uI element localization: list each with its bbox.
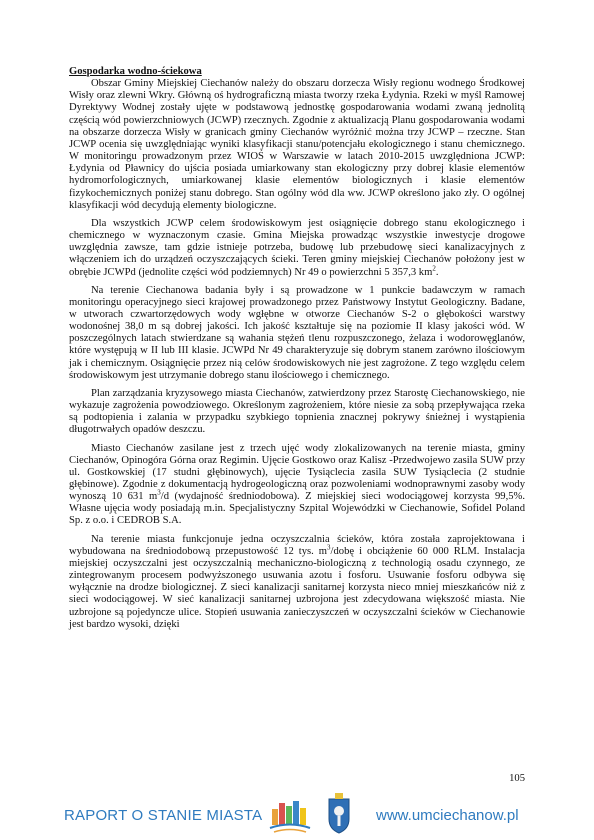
paragraph-text: Na terenie miasta funkcjonuje jedna oczyszczalnia ścieków, która została zaprojektowana i wybudowana na średniodobową przepustowość 12 tys. m: [69, 533, 525, 557]
paragraph-text: /dobę i obciążenie 60 000 RLM. Instalacja miejskiej oczyszczalni jest oczyszczalnią mechaniczno-biologiczną z technologią osadu czynnego, ze zintegrowanym procesem podwyższonego usuwania azotu i fosforu. Usuwanie fosforu odbywa się wyłącznie na drodze biologicznej. Z sieci kanalizacji sanitarnej korzysta nieco mniej mieszkańców niż z sieci wodociągowej. W sieć kanalizacji sanitarnej uzbrojona jest zdecydowana większość miasta. Nie uzbrojone są pojedyncze ulice. Stopień usuwania zanieczyszczeń w oczyszczalni ścieków w Ciechanowie jest bardzo wysoki, dzięki: [69, 545, 525, 630]
superscript: 3: [327, 543, 331, 552]
paragraph-text: .: [435, 266, 439, 278]
document-body: [69, 66, 525, 637]
paragraph-environmental-goals: [69, 218, 525, 279]
paragraph-text: Miasto Ciechanów zasilane jest z trzech ujęć wody zlokalizowanych na terenie miasta, gminy Ciechanów, Opinogóra Górna oraz Regimin. Ujęcie Gostkowo oraz Kalisz -Przedwojewo zasila SUW przy ul. Gostkowskiej (17 studni głębinowych), ujęcie Tysiąclecia zasila SUW Tysiąclecia (2 studnie głębinowe). Zgodnie z dokumentacją hydrogeologiczną oraz pozwoleniami wodnoprawnymi zasoby wody wynoszą 10 631 m: [69, 442, 525, 503]
section-heading: Gospodarka wodno-ściekowa: [69, 66, 202, 77]
city-logo-icon: [266, 795, 314, 835]
footer-report-title: RAPORT O STANIE MIASTA: [64, 807, 263, 824]
superscript: 2: [432, 263, 436, 272]
paragraph-text: Dla wszystkich JCWP celem środowiskowym jest osiągnięcie dobrego stanu ekologicznego i chemicznego w wyznaczonym czasie. Gmina Miejska prowadząc wszystkie inwestycje drogowe uwzględnia zawsze, tam gdzie istnieje potrzeba, budowę lub przebudowę sieci kanalizacyjnych z włączeniem ich do urządzeń oczyszczających ścieki. Teren gminy miejskiej Ciechanów położony jest w obrębie JCWPd (jednolite części wód podziemnych) Nr 49 o powierzchni 5 357,3 km: [69, 217, 525, 278]
paragraph-crisis-management: Plan zarządzania kryzysowego miasta Ciechanów, zatwierdzony przez Starostę Ciechanowskiego, nie wykazuje zagrożenia powodziowego. Określonym zagrożeniem, które niesie za sobą przepływająca rzeka są podtopienia i zalania w przypadku szybkiego topnienia znacznej pokrywy śnieżnej i wystąpienia długotrwałych opadów deszczu.: [69, 387, 525, 436]
paragraph-water-supply: [69, 443, 525, 528]
coat-of-arms-icon: [326, 791, 352, 835]
superscript: 3: [157, 488, 161, 497]
paragraph-wastewater-treatment: [69, 534, 525, 631]
page-footer: [0, 788, 594, 840]
paragraph-groundwater-monitoring: Na terenie Ciechanowa badania były i są prowadzone w 1 punkcie badawczym w ramach monitoringu operacyjnego sieci krajowej prowadzonego przez Państwowy Instytut Geologiczny. Badane, w utworach czwartorzędowych wody wgłębne w otworze Ciechanów S-2 o głębokości warstwy wodonośnej 38,0 m są dobrej jakości. Ich jakość kształtuje się na poziomie II klasy jakości wód. W poszczególnych latach stwierdzane są wahania stężeń tlenu rozpuszczonego, żelaza i wodorowęglanów, które występują w II lub III klasie. JCWPd Nr 49 charakteryzuje się dobrym stanem zarówno ilościowym jak i chemicznym. Osiągnięcie przez nią celów środowiskowych nie jest zagrożone. Z tego względu celem środowiskowym jest utrzymanie dobrego stanu ilościowego i chemicznego.: [69, 284, 525, 381]
paragraph-text: /d (wydajność średniodobowa). Z miejskiej sieci wodociągowej korzysta 99,5%. Własne ujęcia wody posiadają m.in. Specjalistyczny Szpital Wojewódzki w Ciechanowie, Sofidel Poland Sp. z o.o. i CEDROB S.A.: [69, 491, 525, 527]
page-number: 105: [509, 773, 525, 784]
paragraph-hydrography: Obszar Gminy Miejskiej Ciechanów należy do obszaru dorzecza Wisły regionu wodnego Środkowej Wisły oraz zlewni Wkry. Główną oś hydrograficzną miasta tworzy rzeka Łydynia. Rzeki w myśl Ramowej Dyrektywy Wodnej zostały ujęte w podstawową jednostkę gospodarowania wodami zwaną jednolitą częścią wód powierzchniowych (JCWP) rzecznych. Zgodnie z aktualizacją Planu gospodarowania wodami na obszarze dorzecza Wisły w granicach gminy Ciechanów wyróżnić można trzy JCWP – rzeczne. Stan JCWP ocenia się uwzględniając wyniki klasyfikacji stanu/potencjału ekologicznego i stanu chemicznego. W monitoringu prowadzonym przez WIOŚ w Warszawie w latach 2010-2015 uwzględniona JCWP: Łydynia od Pławnicy do ujścia posiada umiarkowany stan ekologiczny przy dobrej klasie elementów hydromorfologicznych, umiarkowanej klasie elementów biologicznych i klasie elementów fizykochemicznych poniżej stanu dobrego. Stan ogólny wód dla ww. JCWP określono jako zły. O ogólnej klasyfikacji wód decydują elementy biologiczne.: [69, 78, 525, 211]
footer-website: www.umciechanow.pl: [376, 807, 519, 824]
